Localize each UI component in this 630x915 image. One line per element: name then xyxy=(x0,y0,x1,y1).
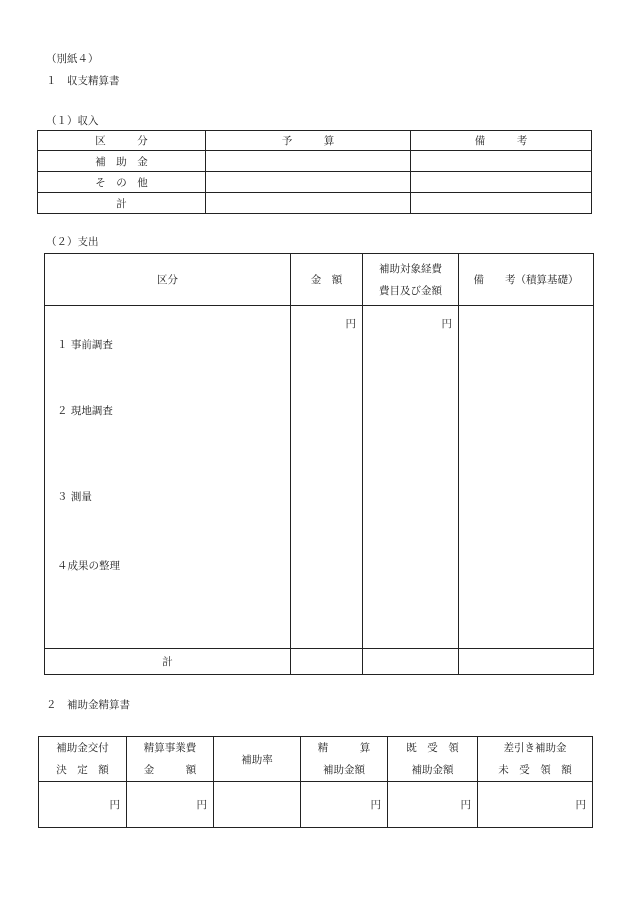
expense-col-remarks: 備 考（積算基礎） xyxy=(459,254,594,306)
expense-item: ２ 現地調査 xyxy=(57,405,113,417)
settlement-col-unreceived xyxy=(478,737,593,782)
income-col-remarks: 備 考 xyxy=(411,131,592,151)
settlement-col-unreceived-line1: 差引き補助金 xyxy=(503,742,567,754)
income-row-label: 計 xyxy=(38,193,206,214)
expense-amount-cell xyxy=(291,306,363,649)
yen-unit: 円 xyxy=(460,799,471,811)
settlement-table xyxy=(38,736,593,828)
expense-eligible-cell xyxy=(363,306,459,649)
settlement-col-received xyxy=(388,737,478,782)
expense-header-row xyxy=(45,254,594,306)
income-row-label: 補 助 金 xyxy=(38,151,206,172)
settlement-header-row xyxy=(39,737,593,782)
expense-item: ３ 測量 xyxy=(57,491,92,503)
settlement-col-received-line1: 既 受 領 xyxy=(406,742,459,754)
settlement-received-value xyxy=(388,782,478,828)
expense-remarks-cell xyxy=(459,306,594,649)
expense-col-eligible-line2: 費目及び金額 xyxy=(379,284,442,297)
yen-unit: 円 xyxy=(109,799,120,811)
expense-total-row xyxy=(45,649,594,675)
income-row xyxy=(38,193,592,214)
settlement-col-settled-line1: 精 算 xyxy=(317,742,371,754)
yen-unit: 円 xyxy=(575,799,586,811)
settlement-col-rate: 補助率 xyxy=(214,737,301,782)
settlement-col-project-cost xyxy=(127,737,214,782)
settlement-decided-value xyxy=(39,782,127,828)
yen-unit: 円 xyxy=(345,318,356,330)
settlement-unreceived-value xyxy=(478,782,593,828)
expense-item: ４成果の整理 xyxy=(57,560,120,572)
settlement-col-received-line2: 補助金額 xyxy=(411,764,454,776)
expense-col-eligible-line1: 補助対象経費 xyxy=(379,262,442,275)
income-budget-cell xyxy=(206,193,411,214)
expense-total-eligible xyxy=(363,649,459,675)
settlement-col-decided xyxy=(39,737,127,782)
settlement-project-cost-value xyxy=(127,782,214,828)
yen-unit: 円 xyxy=(370,799,381,811)
settlement-value-row xyxy=(39,782,593,828)
expense-item: １ 事前調査 xyxy=(57,339,113,351)
settlement-col-decided-line1: 補助金交付 xyxy=(56,742,109,754)
income-row xyxy=(38,151,592,172)
income-remarks-cell xyxy=(411,151,592,172)
expense-total-amount xyxy=(291,649,363,675)
annex-label: （別紙４） xyxy=(46,53,99,65)
income-table xyxy=(37,130,592,214)
expense-items-cell xyxy=(45,306,291,649)
income-header-row xyxy=(38,131,592,151)
income-col-category: 区 分 xyxy=(38,131,206,151)
settlement-col-decided-line2: 決 定 額 xyxy=(56,764,109,776)
settlement-col-project-cost-line1: 精算事業費 xyxy=(143,742,197,754)
income-budget-cell xyxy=(206,172,411,193)
settlement-col-settled-line2: 補助金額 xyxy=(323,764,365,776)
expense-table xyxy=(44,253,594,675)
income-remarks-cell xyxy=(411,193,592,214)
settlement-col-settled xyxy=(301,737,388,782)
expense-body-row xyxy=(45,306,594,649)
yen-unit: 円 xyxy=(441,318,452,330)
expense-title: （２）支出 xyxy=(46,236,99,248)
income-title: （１）収入 xyxy=(46,115,99,127)
section2-title: ２ 補助金精算書 xyxy=(46,699,130,711)
income-col-budget: 予 算 xyxy=(206,131,411,151)
section1-title: １ 収支精算書 xyxy=(46,75,120,87)
expense-col-eligible xyxy=(363,254,459,306)
expense-col-amount: 金 額 xyxy=(291,254,363,306)
expense-total-remarks xyxy=(459,649,594,675)
yen-unit: 円 xyxy=(196,799,207,811)
income-row xyxy=(38,172,592,193)
settlement-settled-value xyxy=(301,782,388,828)
income-remarks-cell xyxy=(411,172,592,193)
settlement-col-unreceived-line2: 未 受 領 額 xyxy=(498,764,572,776)
settlement-rate-value xyxy=(214,782,301,828)
income-budget-cell xyxy=(206,151,411,172)
income-row-label: そ の 他 xyxy=(38,172,206,193)
expense-total-label: 計 xyxy=(45,649,291,675)
settlement-col-project-cost-line2: 金 額 xyxy=(143,764,197,776)
expense-col-category: 区分 xyxy=(45,254,291,306)
